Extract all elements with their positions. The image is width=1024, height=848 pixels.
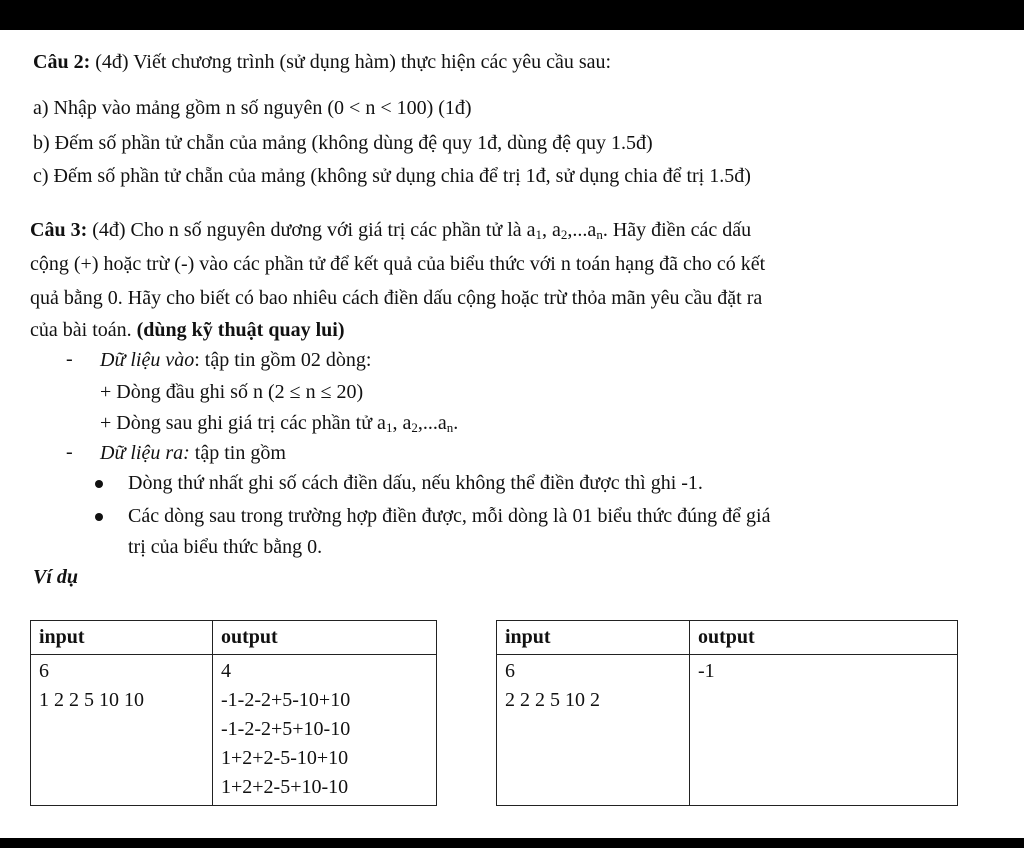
q3-sub-n: n [596, 227, 603, 242]
q2-text: (4đ) Viết chương trình (sử dụng hàm) thực hiện các yêu cầu sau: [90, 51, 612, 73]
q3-line4-text: của bài toán. [30, 319, 137, 341]
table2-output-cell [690, 655, 958, 806]
example-table-2 [496, 620, 958, 806]
input-line-2-b: , a [392, 412, 412, 434]
input-sub-n: n [446, 420, 454, 435]
input-desc-text: : tập tin gồm 02 dòng: [194, 349, 372, 371]
q2-item-c: c) Đếm số phần tử chẵn của mảng (không sử dụng chia để trị 1đ, sử dụng chia để trị 1.5đ) [33, 165, 751, 187]
dash-marker: - [66, 441, 73, 463]
q3-label: Câu 3: [30, 219, 88, 241]
table2-output-line: -1 [698, 660, 715, 682]
dash-marker: - [66, 348, 73, 370]
q2-label: Câu 2: [33, 51, 91, 73]
table2-input-cell [497, 655, 690, 806]
bullet-item-1: Dòng thứ nhất ghi số cách điền dấu, nếu không thể điền được thì ghi -1. [128, 472, 703, 494]
table2-header-output: output [690, 621, 958, 655]
input-desc-label: Dữ liệu vào [100, 349, 195, 371]
table1-output-line: -1-2-2+5-10+10 [221, 689, 351, 711]
q3-sub-2: 2 [560, 227, 568, 242]
bullet-icon [95, 513, 103, 521]
table2-input-line: 6 [505, 660, 515, 682]
q3-line1 [30, 218, 751, 242]
bullet-icon [95, 480, 103, 488]
input-line-2-d: . [453, 412, 459, 434]
q2-heading [33, 50, 611, 74]
bullet-item-2-line1: Các dòng sau trong trường hợp điền được, mỗi dòng là 01 biểu thức đúng để giá [128, 505, 771, 527]
table1-input-line: 6 [39, 660, 49, 682]
document-page [0, 30, 1024, 838]
input-line-2 [100, 411, 458, 435]
q2-item-a: a) Nhập vào mảng gồm n số nguyên (0 < n < 100) (1đ) [33, 97, 472, 119]
table1-output-line: 1+2+2-5+10-10 [221, 776, 349, 798]
table1-output-line: -1-2-2+5+10-10 [221, 718, 351, 740]
example-table-1 [30, 620, 437, 806]
table1-input-line: 1 2 2 5 10 10 [39, 689, 144, 711]
q3-line3: quả bằng 0. Hãy cho biết có bao nhiêu cách điền dấu cộng hoặc trừ thỏa mãn yêu cầu đặt ra [30, 287, 763, 309]
q3-line2: cộng (+) hoặc trừ (-) vào các phần tử để kết quả của biểu thức với n toán hạng đã cho có kết [30, 253, 766, 275]
table2-header-input: input [497, 621, 690, 655]
input-line-2-c: ,...a [417, 412, 447, 434]
q3-line1-text-a: (4đ) Cho n số nguyên dương với giá trị các phần tử là a [87, 219, 536, 241]
input-line-1: + Dòng đầu ghi số n (2 ≤ n ≤ 20) [100, 381, 364, 403]
table1-output-line: 4 [221, 660, 231, 682]
q3-line4-bold: (dùng kỹ thuật quay lui) [136, 319, 345, 341]
input-desc [100, 348, 371, 372]
q3-line1-text-c: ,...a [567, 219, 597, 241]
q3-line1-text-b: , a [542, 219, 561, 241]
q3-line4 [30, 318, 345, 342]
q3-sub-1: 1 [535, 227, 543, 242]
input-sub-2: 2 [411, 420, 418, 435]
input-sub-1: 1 [385, 420, 393, 435]
example-label: Ví dụ [33, 566, 79, 588]
table1-header-input: input [31, 621, 213, 655]
table2-input-line: 2 2 2 5 10 2 [505, 689, 600, 711]
output-desc [100, 441, 286, 465]
table1-output-cell [213, 655, 437, 806]
table1-output-line: 1+2+2-5-10+10 [221, 747, 349, 769]
q3-line1-text-d: . Hãy điền các dấu [602, 219, 752, 241]
table1-header-output: output [213, 621, 437, 655]
q2-item-b: b) Đếm số phần tử chẵn của mảng (không dùng đệ quy 1đ, dùng đệ quy 1.5đ) [33, 132, 653, 154]
table1-input-cell [31, 655, 213, 806]
bullet-item-2-line2: trị của biểu thức bằng 0. [128, 536, 323, 558]
output-desc-label: Dữ liệu ra: [100, 442, 190, 464]
input-line-2-a: + Dòng sau ghi giá trị các phần tử a [100, 412, 386, 434]
output-desc-text: tập tin gồm [189, 442, 286, 464]
